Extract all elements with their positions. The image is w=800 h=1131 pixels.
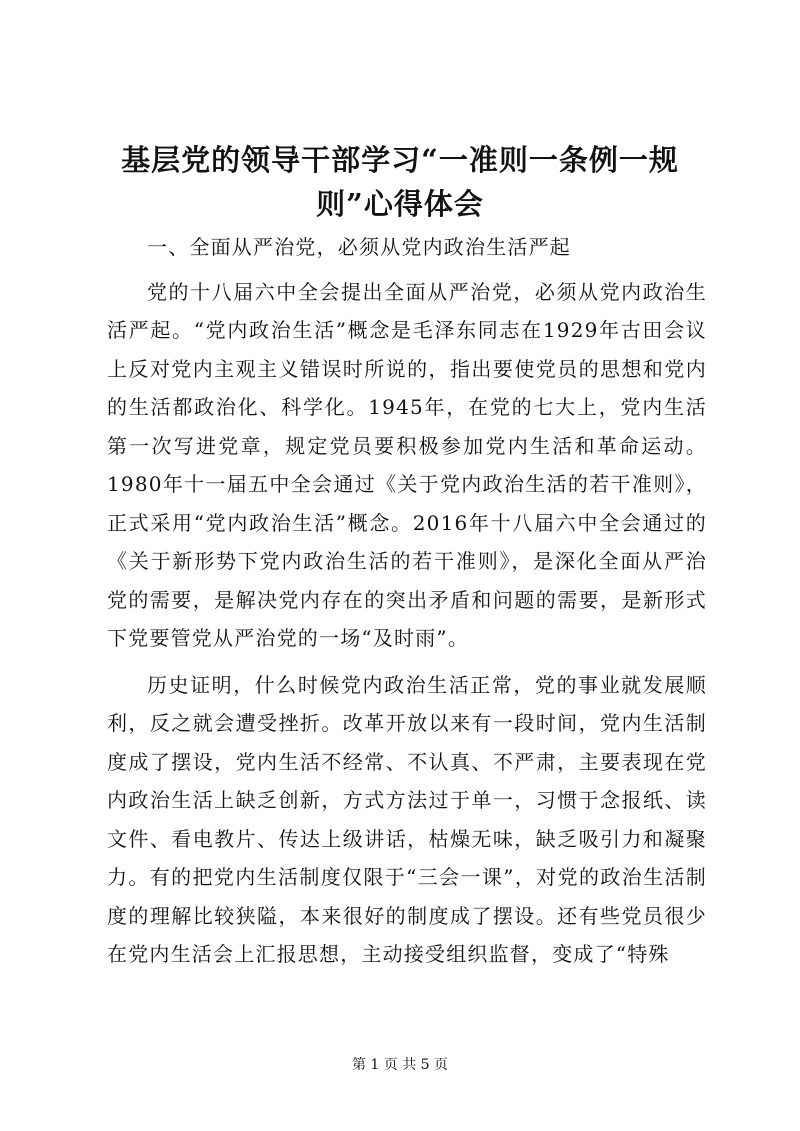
page-number-footer: 第 1 页 共 5 页 [351, 1057, 449, 1073]
paragraph-2: 历史证明，什么时候党内政治生活正常，党的事业就发展顺利，反之就会遭受挫折。改革开放以来有一段时间，党内生活制度成了摆设，党内生活不经常、不认真、不严肃，主要表现在党内政治生活上缺乏创新，方式方法过于单一，习惯于念报纸、读文件、看电教片、传达上级讲话，枯燥无味，缺乏吸引力和凝聚力。有的把党内生活制度仅限于“三会一课”，对党的政治生活制度的理解比较狭隘，本来很好的制度成了摆设。还有些党员很少在党内生活会上汇报思想，主动接受组织监督，变成了“特殊 [107, 672, 707, 966]
paragraph-1: 党的十八届六中全会提出全面从严治党，必须从党内政治生活严起。“党内政治生活”概念是毛泽东同志在1929年古田会议上反对党内主观主义错误时所说的，指出要使党员的思想和党内的生活都政治化、科学化。1945年，在党的七大上，党内生活第一次写进党章，规定党员要积极参加党内生活和革命运动。1980年十一届五中全会通过《关于党内政治生活的若干准则》，正式采用“党内政治生活”概念。2016年十八届六中全会通过的《关于新形势下党内政治生活的若干准则》，是深化全面从严治党的需要，是解决党内存在的突出矛盾和问题的需要，是新形式下党要管党从严治党的一场“及时雨”。 [107, 279, 707, 650]
document-body [107, 228, 707, 974]
section-heading: 一、全面从严治党，必须从党内政治生活严起 [147, 235, 571, 259]
document-title: 基层党的领导干部学习“一准则一条例一规则”心得体会 [121, 143, 679, 221]
